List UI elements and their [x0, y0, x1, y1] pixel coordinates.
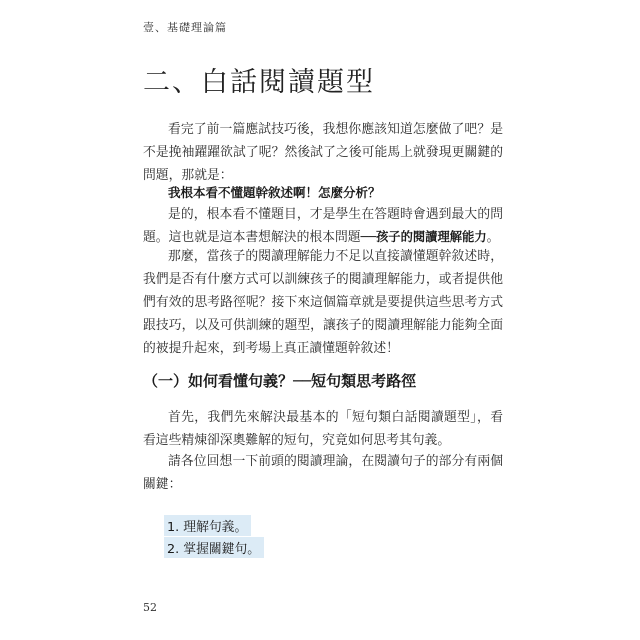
recall-paragraph: 請各位回想一下前頭的閱讀理論，在閱讀句子的部分有兩個關鍵： [143, 454, 503, 492]
page-number: 52 [143, 601, 157, 614]
key-point-1: 1. 理解句義。 [164, 515, 251, 536]
intro-paragraph: 看完了前一篇應試技巧後，我想你應該知道怎麼做了吧？是不是挽袖躍躍欲試了呢？然後試了之後可能馬上就發現更關鍵的問題，那就是： [143, 122, 503, 183]
section-heading: （一）如何看懂句義？──短句類思考路徑 [143, 372, 417, 390]
answer-emphasis: 孩子的閱讀理解能力 [375, 230, 487, 244]
answer-text: 是的，根本看不懂題目，才是學生在答題時會遇到最大的問題。這也就是這本書想解決的根本問題── [143, 207, 503, 245]
first-paragraph: 首先，我們先來解決最基本的「短句類白話閱讀題型」，看看這些精煉卻深奧難解的短句，究竟如何思考其句義。 [143, 410, 503, 448]
key-point-2: 2. 掌握關鍵句。 [164, 537, 264, 558]
method-paragraph: 那麼，當孩子的閱讀理解能力不足以直接讀懂題幹敘述時，我們是否有什麼方式可以訓練孩子的閱讀理解能力，或者提供他們有效的思考路徑呢？接下來這個篇章就是要提供這些思考方式跟技巧，以及可供訓練的題型，讓孩子的閱讀理解能力能夠全面的被提升起來，到考場上真正讀懂題幹敘述！ [143, 249, 503, 356]
question-line: 我根本看不懂題幹敘述啊！怎麼分析？ [168, 185, 381, 200]
answer-text-end: 。 [486, 230, 500, 245]
running-head: 壹、基礎理論篇 [143, 21, 227, 34]
chapter-title: 二、白話閱讀題型 [143, 67, 375, 98]
answer-paragraph [143, 203, 503, 249]
